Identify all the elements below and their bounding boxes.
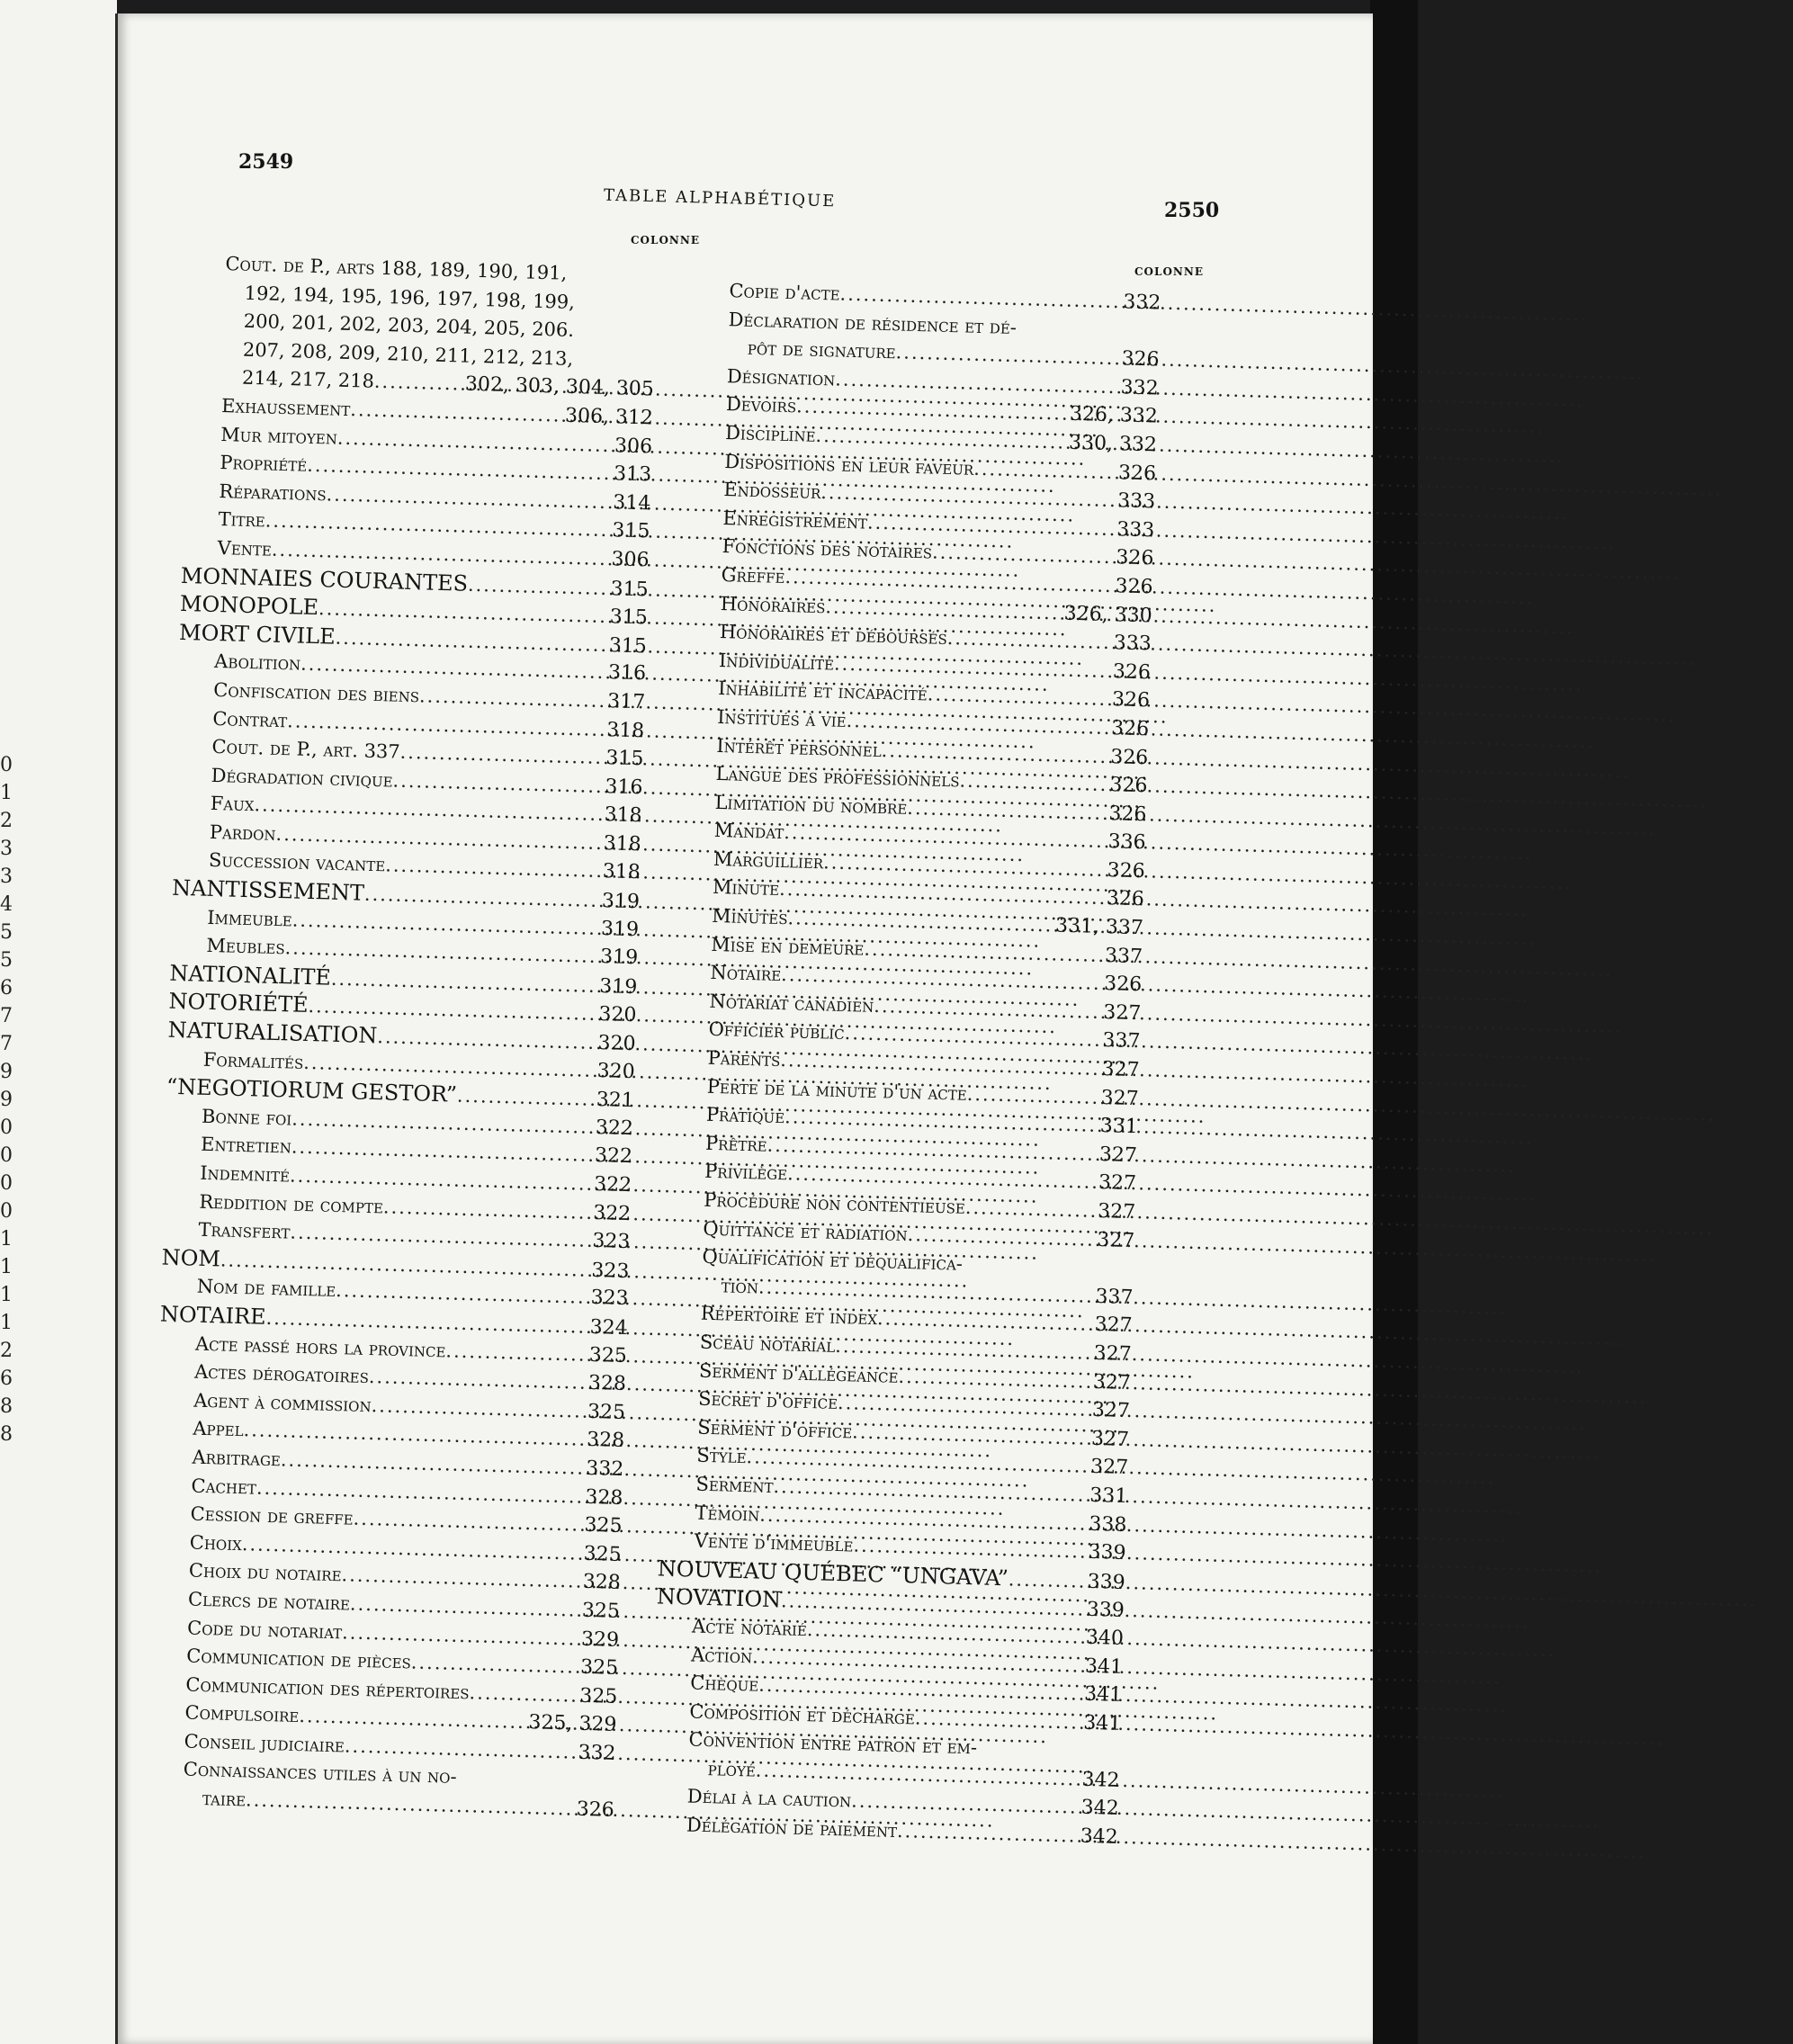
column-reference: 327 [1092,1370,1132,1394]
column-reference: 306 [611,548,650,572]
column-reference: 315 [610,577,649,601]
column-reference: 315 [608,633,648,659]
column-reference: 330, 332 [1068,431,1158,457]
entry-term: Convention entre patron et em- [688,1728,978,1759]
column-reference [1064,1756,1120,1758]
entry-term: Bonne foi [201,1105,292,1130]
entry-term: NOTAIRE [159,1301,267,1330]
entry-term: Délégation de paiement [686,1814,898,1842]
column-reference: 325 [579,1655,619,1680]
entry-term: Notariat canadien [709,990,874,1017]
entry-term: Choix du notaire [188,1559,342,1586]
column-reference: 325 [588,1343,628,1367]
entry-term: Immeuble [206,906,293,931]
column-reference: 329 [580,1627,620,1652]
entry-term: Déclaration de résidence et dé- [728,308,1018,338]
column-reference: 326 [1112,659,1152,685]
column-label-right: COLONNE [1134,265,1204,278]
entry-term: Nom de famille [196,1276,336,1302]
column-reference: 342 [1080,1824,1119,1849]
column-reference: 341 [1082,1711,1122,1735]
column-reference: 325 [578,1684,618,1708]
page-number-right: 2550 [1164,199,1220,222]
entry-term: Sceau notarial [699,1331,836,1357]
column-reference: 306 [614,434,653,458]
column-reference: 326 [1109,774,1148,798]
column-reference: 322 [593,1172,632,1197]
index-column-right [650,276,1161,1851]
column-reference: 315 [605,747,644,771]
adjacent-page-margin [0,0,117,2044]
leader-dots [907,1221,1079,1254]
column-reference: 318 [604,803,642,828]
leader-dots [973,454,1101,487]
entry-term: Prêtre [704,1132,768,1156]
column-reference: 333 [1113,632,1152,656]
column-reference: 326 [1117,461,1157,485]
leader-dots [385,852,586,886]
column-reference: 326 [1106,887,1145,911]
column-reference: 325 [581,1599,621,1623]
column-reference: 339 [1087,1570,1125,1594]
entry-term: Choix [189,1531,243,1555]
entry-term: Communication de pièces [186,1645,412,1673]
leader-dots [574,336,600,337]
entry-term: Marguillier [713,847,824,874]
entry-term: Code du notariat [186,1617,343,1643]
edge-digit: 0 [0,1172,13,1195]
entry-term: Dispositions en leur faveur [723,450,974,480]
column-reference: 319 [601,890,641,914]
column-reference: 341 [1083,1682,1123,1707]
edge-digit: 3 [0,865,13,888]
entry-term: Procédure non contentieuse [704,1188,966,1218]
leader-dots [1017,334,1105,336]
column-reference: 323 [591,1259,630,1283]
column-reference: 327 [1089,1456,1129,1480]
column-reference: 332 [585,1457,624,1481]
column-reference [601,281,657,282]
column-reference: 315 [612,519,650,543]
edge-digit: 7 [0,1005,13,1027]
entry-term: Intérêt personnel [716,734,883,761]
entry-term: Indemnité [200,1161,291,1187]
column-reference: 338 [1089,1512,1127,1537]
column-reference: 340 [1085,1626,1125,1650]
entry-term: 192, 194, 195, 196, 197, 198, 199, [244,282,576,313]
entry-term: tion [721,1275,759,1298]
column-reference: 319 [600,917,640,941]
entry-term: Désignation [726,364,836,390]
edge-digit: 7 [0,1033,13,1055]
entry-term: Fonctions des notaires [722,535,933,563]
edge-digit: 6 [0,977,13,1000]
column-reference: 326 [1103,973,1143,997]
column-reference: 331 [1089,1484,1128,1508]
edge-digit: 0 [0,1144,13,1167]
column-reference: 320 [596,1059,636,1083]
leader-dots [932,539,1098,572]
entry-term: Secret d'office [697,1387,838,1414]
entry-term: Agent à commission [193,1389,372,1416]
column-reference: 327 [1093,1341,1133,1367]
entry-term: Meubles [206,935,286,959]
column-reference: 323 [590,1286,629,1311]
entry-term: Serment [695,1473,774,1497]
leader-dots [573,365,599,366]
entry-term: Cout. de P., art. 337 [211,736,401,763]
entry-term: Quittance et radiation [703,1217,909,1245]
column-reference: 319 [598,974,638,1000]
entry-term: Pardon [209,820,276,845]
entry-term: Endosseur [723,479,821,504]
leader-dots [469,1679,562,1709]
edge-digit: 2 [0,810,13,832]
column-reference: 327 [1091,1399,1131,1423]
column-reference [599,366,655,368]
column-reference: 327 [1100,1086,1140,1110]
entry-term: Abolition [213,650,301,675]
entry-term: Honoraires et déboursés [719,621,948,650]
index-page [115,13,1373,2044]
column-reference: 331, 337 [1054,914,1144,940]
entry-term: Copie d'acte [729,280,840,305]
index-column-left [146,249,657,1824]
column-reference: 342 [1081,1768,1120,1792]
leader-dots [373,368,462,399]
entry-term: Arbitrage [192,1446,282,1471]
entry-term: NOVATION [656,1583,782,1613]
leader-dots [457,1082,579,1114]
edge-digit: 1 [0,1284,13,1306]
column-reference: 315 [609,605,649,630]
leader-dots [897,1817,1063,1851]
entry-term: Faux [210,793,255,816]
column-reference: 321 [596,1089,635,1113]
column-reference: 316 [607,661,647,686]
column-reference: 319 [599,946,639,970]
entry-term: Cout. de P., arts 188, 189, 190, 191, [225,253,568,284]
entry-term: Enregistrement [722,507,868,533]
leader-dots [567,280,601,281]
column-reference: 316 [605,775,643,799]
edge-digit: 1 [0,1256,13,1278]
column-reference: 325 [587,1400,626,1424]
entry-term: Qualification et déqualifica- [702,1245,964,1275]
entry-term: Vente d'immeuble [694,1529,854,1556]
entry-term: Confiscation des biens [212,678,420,707]
column-reference: 325, 329 [528,1711,617,1737]
entry-term: Mur mitoyen [220,423,338,449]
column-reference: 326 [1110,717,1150,741]
column-reference: 320 [598,1003,637,1027]
leader-dots [1008,1565,1070,1595]
edge-digit: 5 [0,921,13,944]
column-reference: 339 [1088,1540,1126,1565]
entry-term: Chèque [690,1672,759,1696]
column-reference: 322 [592,1201,632,1225]
entry-term: Action [690,1644,753,1667]
column-reference: 326 [1107,858,1146,883]
entry-term: Acte notarié [691,1615,808,1641]
column-reference: 325 [583,1542,623,1566]
entry-term: Institués à vie [716,705,847,731]
column-reference: 323 [592,1230,631,1254]
entry-term: Succession vacante [208,849,386,876]
column-reference: 318 [602,860,641,884]
entry-term: Délai à la caution [686,1785,852,1813]
leader-dots [468,570,594,602]
column-reference: 337 [1104,944,1143,968]
column-reference [599,337,655,339]
edge-digit: 0 [0,1116,13,1139]
column-reference: 326 [576,1797,615,1822]
entry-term: ployé [707,1757,757,1781]
column-reference: 313 [613,462,652,487]
entry-term: MORT CIVILE [178,619,336,650]
column-reference: 326 [1115,575,1153,599]
column-reference [1078,1274,1134,1276]
leader-dots [456,1783,559,1786]
entry-term: Mandat [713,820,784,844]
edge-digit: 4 [0,893,13,916]
entry-term: Style [696,1444,747,1468]
running-head: TABLE ALPHABÉTIQUE [603,185,837,211]
entry-term: Parents [707,1046,781,1071]
page-number-left: 2549 [238,150,294,174]
entry-term: NATIONALITÉ [169,960,332,991]
entry-term: “NEGOTIORUM GESTOR” [166,1073,458,1107]
entry-term: 207, 208, 209, 210, 211, 212, 213, [242,338,574,370]
column-reference [1104,336,1160,337]
leader-dots [946,624,1096,657]
entry-term: Propriété [220,452,308,476]
column-reference: 337 [1102,1029,1141,1053]
entry-term: Serment d'office [696,1416,853,1443]
entry-term: Minutes [711,904,788,929]
column-reference [559,1787,614,1788]
column-reference: 326 [1108,802,1147,826]
entry-term: Serment d'allégeance [698,1359,899,1387]
entry-term: NATURALISATION [167,1017,378,1049]
column-reference: 336 [1107,830,1146,855]
entry-term: NOTORIÉTÉ [168,989,309,1018]
column-reference: 306, 312 [564,404,654,430]
column-reference: 318 [603,831,642,856]
column-reference: 332 [578,1741,616,1765]
edge-digit: 9 [0,1089,13,1111]
entry-term: Entretien [200,1134,292,1158]
column-reference: 328 [587,1372,627,1396]
entry-term: Titre [218,508,266,532]
entry-term: Reddition de compte [199,1190,384,1218]
entry-term: Mise en demeure [710,933,865,960]
edge-digit: 5 [0,949,13,972]
entry-term: MONNAIES COURANTES [180,562,469,596]
entry-term: Clercs de notaire [187,1588,351,1615]
column-reference: 322 [595,1116,634,1140]
column-reference: 331 [1099,1115,1139,1139]
entry-term: Minute [712,876,780,901]
entry-term: Individualité [718,649,835,675]
leader-dots [914,1704,1065,1736]
column-reference: 325 [584,1513,623,1538]
column-reference: 342 [1080,1797,1119,1821]
entry-term: Perte de la minute d'un acte [706,1075,968,1105]
entry-term: Privilège [704,1161,788,1185]
edge-digit: 0 [0,754,13,776]
edge-digit: 1 [0,1312,13,1334]
entry-term: Communication des répertoires [185,1673,470,1703]
entry-term: Conseil judiciaire [184,1730,345,1757]
entry-term: NOM [161,1244,221,1272]
column-reference: 326 [1111,688,1151,713]
entry-term: Actes dérogatoires [193,1360,370,1388]
entry-term: Exhaussement [220,395,351,421]
entry-term: Vente [217,536,273,560]
entry-term: Témoin [695,1502,760,1526]
entry-term: Inhabilité et incapacité [717,677,928,705]
column-reference: 333 [1116,489,1156,514]
edge-digit: 8 [0,1423,13,1446]
entry-term: 214, 217, 218 [241,367,375,393]
entry-term: 200, 201, 202, 203, 204, 205, 206. [243,309,575,342]
entry-term: Dégradation civique [211,764,393,792]
column-reference: 326 [1121,347,1160,372]
column-reference: 327 [1098,1171,1137,1196]
entry-term: Discipline [724,422,816,446]
column-reference: 320 [597,1032,636,1056]
leader-dots [964,1194,1080,1225]
entry-term: Devoirs [725,393,797,417]
entry-term: Formalités [202,1048,304,1073]
column-reference: 302, 303, 304, 305 [464,372,655,401]
entry-term: Composition et décharge [689,1700,916,1729]
entry-term: NOUVEAU QUÉBEC “UNGAVA” [657,1555,1009,1591]
entry-term: MONOPOLE [179,590,319,621]
column-reference: 327 [1097,1199,1136,1224]
edge-digit: 9 [0,1061,13,1083]
column-reference: 328 [582,1571,622,1595]
column-reference: 327 [1096,1228,1135,1252]
column-reference: 326, 332 [1069,403,1159,428]
column-reference: 326, 330 [1063,602,1153,627]
column-reference: 314 [612,490,651,515]
edge-digit: 2 [0,1340,13,1362]
column-reference [600,309,656,310]
entry-term: Langue des professionnels [715,763,960,792]
column-reference: 327 [1098,1143,1138,1167]
column-reference: 324 [589,1315,629,1340]
edge-digit: 1 [0,1228,13,1251]
leader-dots [927,681,1094,714]
entry-term: Répertoire et index [700,1303,878,1330]
edge-digit: 3 [0,838,13,860]
column-reference: 328 [586,1429,625,1453]
entry-term: Greffe [721,563,785,587]
column-reference: 327 [1101,1058,1140,1082]
column-reference: 332 [1123,291,1161,315]
leader-dots [445,1337,571,1368]
column-reference: 322 [594,1144,633,1169]
entry-term: taire [202,1788,247,1811]
edge-digit: 0 [0,1200,13,1223]
entry-term: Appel [193,1417,244,1441]
entry-term: Limitation du nombre [714,791,908,819]
entry-term: pôt de signature [747,336,897,363]
column-reference: 326 [1116,546,1154,570]
leader-dots [963,1270,1078,1274]
column-reference: 328 [585,1485,623,1510]
entry-term: Réparations [219,480,327,506]
column-reference: 341 [1084,1654,1124,1679]
edge-digit: 6 [0,1367,13,1390]
leader-dots [977,1754,1064,1757]
column-reference: 339 [1086,1599,1125,1623]
adjacent-page-column-digits [0,751,18,1448]
leader-dots [959,767,1092,800]
entry-term: Officier public [708,1018,846,1044]
edge-digit: 8 [0,1395,13,1418]
column-reference: 327 [1090,1427,1130,1451]
entry-term: Cession de greffe [190,1502,354,1529]
column-reference: 327 [1094,1313,1133,1338]
entry-term: Cachet [191,1475,257,1499]
entry-term: Contrat [212,707,288,731]
column-reference: 337 [1095,1285,1134,1309]
entry-term: Honoraires [720,592,826,617]
entry-term: Notaire [710,962,782,986]
column-reference: 332 [1120,376,1160,400]
entry-term: Compulsoire [184,1701,300,1727]
edge-digit: 1 [0,782,13,804]
leader-dots [966,1080,1083,1111]
entry-term: Acte passé hors la province [194,1332,446,1361]
entry-term: NANTISSEMENT [171,874,365,906]
column-reference: 333 [1116,517,1155,542]
entry-term: Transfert [198,1218,291,1243]
column-reference: 318 [605,718,645,742]
column-reference: 327 [1102,1000,1142,1026]
column-label-left: COLONNE [631,234,700,247]
column-reference: 326 [1109,745,1149,769]
leader-dots [419,682,590,715]
entry-term: Pratique [705,1103,785,1128]
leader-dots [410,1649,562,1681]
column-reference: 317 [606,690,646,714]
entry-term: Connaissances utiles à un no- [183,1758,457,1788]
